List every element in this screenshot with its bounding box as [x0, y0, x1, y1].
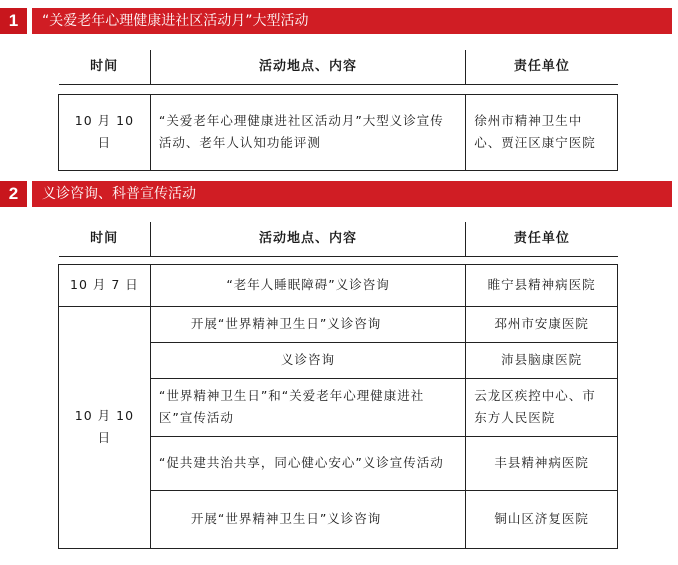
row-time: 10 月 10 日	[59, 306, 151, 548]
row-content: “老年人睡眠障碍”义诊咨询	[150, 264, 465, 306]
section-2-header	[0, 181, 672, 207]
section-2-table	[58, 222, 618, 549]
section-2-title: 义诊咨询、科普宣传活动	[42, 186, 196, 202]
header-unit: 责任单位	[466, 222, 618, 256]
row-time: 10 月 10 日	[59, 94, 151, 170]
row-content: 义诊咨询	[150, 342, 465, 378]
row-content: 开展“世界精神卫生日”义诊咨询	[150, 490, 465, 548]
section-1-title: “关爱老年心理健康进社区活动月”大型活动	[42, 13, 309, 29]
table-row	[59, 306, 618, 342]
row-content: 开展“世界精神卫生日”义诊咨询	[150, 306, 465, 342]
section-2-number: 2	[0, 181, 27, 207]
row-unit: 丰县精神病医院	[466, 436, 618, 490]
table-row	[59, 264, 618, 306]
header-content: 活动地点、内容	[150, 222, 465, 256]
row-unit: 邳州市安康医院	[466, 306, 618, 342]
row-content: “世界精神卫生日”和“关爱老年心理健康进社区”宣传活动	[150, 378, 465, 436]
table-row	[59, 94, 618, 170]
section-1-table	[58, 50, 618, 171]
row-unit: 睢宁县精神病医院	[466, 264, 618, 306]
row-unit: 铜山区济复医院	[466, 490, 618, 548]
row-time: 10 月 7 日	[59, 264, 151, 306]
row-content: “关爱老年心理健康进社区活动月”大型义诊宣传活动、老年人认知功能评测	[150, 94, 465, 170]
header-time: 时间	[59, 222, 151, 256]
header-time: 时间	[59, 50, 151, 84]
row-unit: 云龙区疾控中心、市东方人民医院	[466, 378, 618, 436]
section-1-header	[0, 8, 672, 34]
header-content: 活动地点、内容	[150, 50, 465, 84]
header-unit: 责任单位	[466, 50, 618, 84]
section-1-number: 1	[0, 8, 27, 34]
row-unit: 沛县脑康医院	[466, 342, 618, 378]
section-2-header-row	[59, 222, 618, 256]
section-1-header-row	[59, 50, 618, 84]
row-content: “促共建共治共享，同心健心安心”义诊宣传活动	[150, 436, 465, 490]
row-unit: 徐州市精神卫生中心、贾汪区康宁医院	[466, 94, 618, 170]
